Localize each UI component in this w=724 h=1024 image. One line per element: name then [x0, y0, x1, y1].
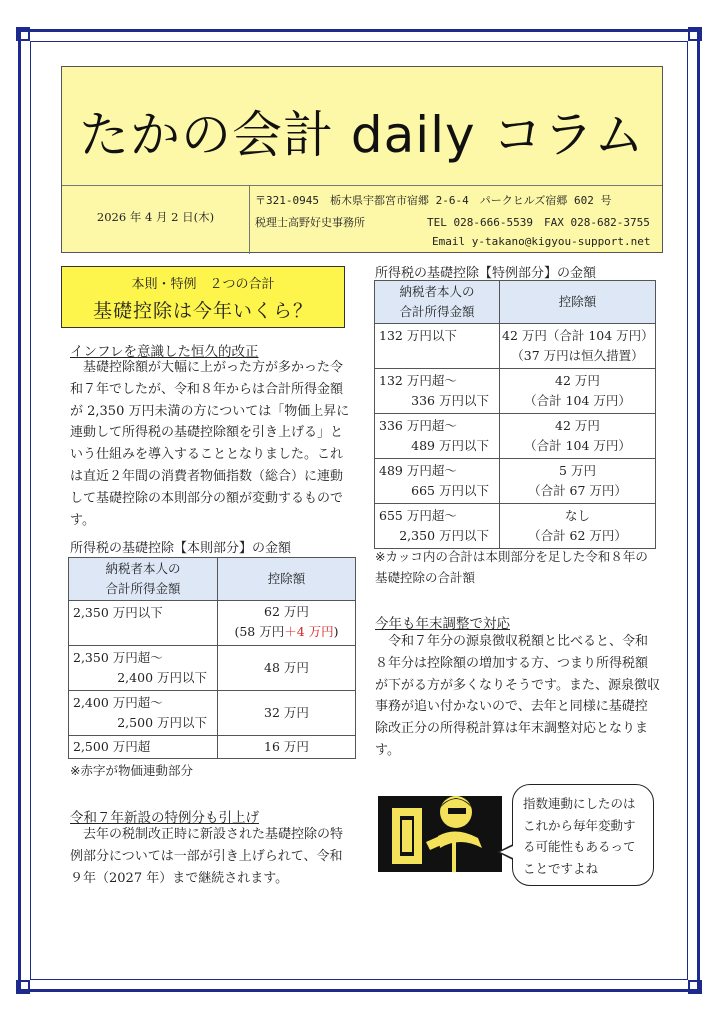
frame-corner — [16, 27, 30, 41]
speech-bubble: 指数連動にしたのは これから毎年変動す る可能性もあるって ことですよね — [512, 784, 654, 886]
table-cell-income: 489 万円超～ 665 万円以下 — [375, 459, 500, 504]
table-cell-deduction: 42 万円 （合計 104 万円） — [500, 369, 656, 414]
section-heading-special: 令和７年新設の特例分も引上げ — [70, 810, 259, 826]
header-divider — [62, 185, 662, 186]
speech-bubble-tail-fill — [500, 846, 513, 858]
table-cell-income: 2,500 万円超 — [69, 736, 218, 759]
section-heading-year-end: 今年も年末調整で対応 — [375, 616, 510, 632]
frame-corner — [688, 980, 702, 994]
section-heading-inflation: インフレを意識した恒久的改正 — [70, 344, 259, 360]
table-row — [69, 646, 356, 691]
table-cell-income: 2,350 万円超～ 2,400 万円以下 — [69, 646, 218, 691]
lead-title: 基礎控除は今年いくら？ — [92, 300, 313, 322]
table-cell-deduction: 32 万円 — [218, 691, 356, 736]
table-cell-income: 2,350 万円以下 — [69, 601, 218, 646]
section-body-year-end: 令和７年分の源泉徴収税額と比べると、令和８年分は控除額の増加する方、つまり所得税額が下がる方が多くなりそうです。また、源泉徴収事務が追い付かないので、去年と同様に基礎控除改正分の所得税計算は年末調整対応となります。 — [375, 634, 660, 758]
table-cell-deduction: 62 万円 (58 万円＋4 万円) — [218, 601, 356, 646]
table-header-deduction: 控除額 — [218, 558, 356, 601]
table-row — [375, 414, 656, 459]
table-row — [375, 369, 656, 414]
table-cell-income: 132 万円以下 — [375, 324, 500, 369]
table-row — [69, 601, 356, 646]
table-row — [375, 504, 656, 549]
table-row — [375, 324, 656, 369]
deduction-table-special — [374, 280, 656, 549]
office-name: 税理士高野好史事務所 — [255, 216, 365, 229]
table-cell-income: 655 万円超～ 2,350 万円以下 — [375, 504, 500, 549]
table-row — [69, 736, 356, 759]
table-header-income: 納税者本人の 合計所得金額 — [375, 281, 500, 324]
table-cell-deduction: なし （合計 62 万円） — [500, 504, 656, 549]
table-cell-income: 336 万円超～ 489 万円以下 — [375, 414, 500, 459]
table-cell-deduction: 48 万円 — [218, 646, 356, 691]
office-address: 〒321-0945 栃木県宇都宮市宿郷 2-6-4 パークヒルズ宿郷 602 号 — [255, 194, 612, 207]
section-body-special: 去年の税制改正時に新設された基礎控除の特例部分については一部が引き上げられて、令和９年（2027 年）まで継続されます。 — [70, 827, 344, 886]
table-caption-main: 所得税の基礎控除【本則部分】の金額 — [70, 541, 292, 556]
header-divider-vertical — [249, 185, 250, 254]
table-note-special: ※カッコ内の合計は本則部分を足した令和８年の基礎控除の合計額 — [375, 549, 648, 585]
office-email: Email y-takano@kigyou-support.net — [432, 235, 651, 248]
office-tel-fax: TEL 028-666-5539 FAX 028-682-3755 — [427, 216, 650, 229]
lead-box — [61, 266, 345, 328]
header-box — [61, 66, 663, 253]
table-cell-deduction: 5 万円 （合計 67 万円） — [500, 459, 656, 504]
linked-amount: ＋4 万円 — [284, 624, 334, 639]
table-note-main: ※赤字が物価連動部分 — [70, 763, 193, 778]
man-on-phone-icon — [378, 786, 506, 882]
table-row — [69, 691, 356, 736]
table-header-income: 納税者本人の 合計所得金額 — [69, 558, 218, 601]
table-caption-special: 所得税の基礎控除【特例部分】の金額 — [375, 266, 597, 281]
page-title: たかの会計 daily コラム — [78, 106, 646, 164]
table-cell-deduction: 16 万円 — [218, 736, 356, 759]
table-cell-deduction: 42 万円（合計 104 万円） （37 万円は恒久措置） — [500, 324, 656, 369]
issue-date: 2026 年 4 月 2 日(木) — [96, 210, 215, 224]
lead-subtitle: 本則・特例 ２つの合計 — [131, 277, 275, 292]
section-body-inflation: 基礎控除額が大幅に上がった方が多かった令和７年でしたが、令和８年からは合計所得金額が 2,350 万円未満の方については「物価上昇に連動して所得税の基礎控除額を引き上げる」という仕組みを導入することとなりました。これは直近２年間の消費者物価指数（総合）に連動して基礎控除の本則部分の額が変動するものです。 — [70, 360, 350, 528]
table-cell-income: 2,400 万円超～ 2,500 万円以下 — [69, 691, 218, 736]
table-cell-income: 132 万円超～ 336 万円以下 — [375, 369, 500, 414]
frame-corner — [688, 27, 702, 41]
deduction-table-main — [68, 557, 356, 759]
table-cell-deduction: 42 万円 （合計 104 万円） — [500, 414, 656, 459]
frame-corner — [16, 980, 30, 994]
table-header-deduction: 控除額 — [500, 281, 656, 324]
table-row — [375, 459, 656, 504]
